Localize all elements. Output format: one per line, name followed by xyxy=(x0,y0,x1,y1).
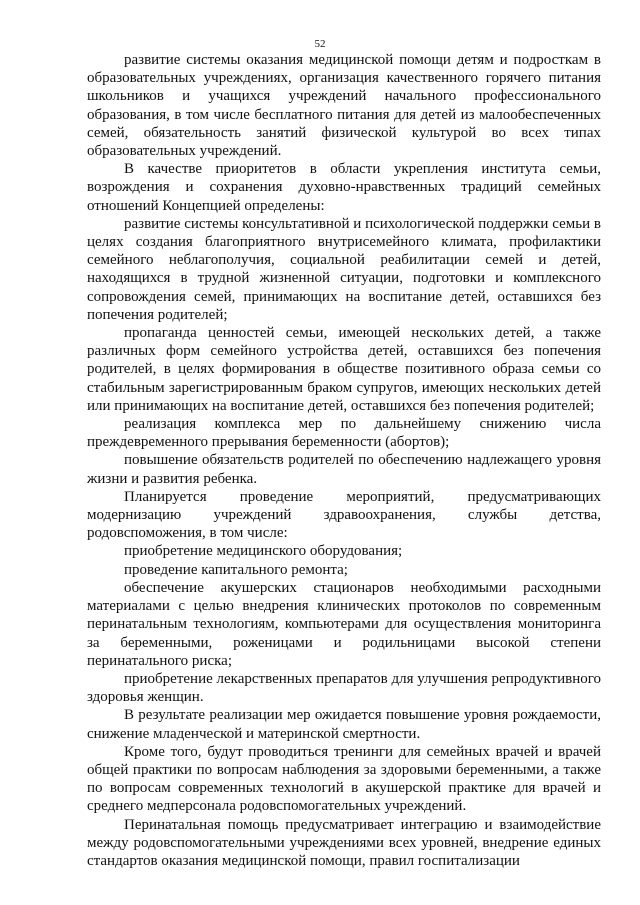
document-body xyxy=(87,51,601,870)
paragraph: Кроме того, будут проводиться тренинги для семейных врачей и врачей общей практики по вопросам наблюдения за здоровыми беременными, а также по вопросам современных технологий в акушерской практике для врачей и среднего медперсонала родовспомогательных учреждений. xyxy=(87,743,601,815)
paragraph: приобретение лекарственных препаратов для улучшения репродуктивного здоровья женщин. xyxy=(87,670,601,706)
paragraph: развитие системы оказания медицинской помощи детям и подросткам в образовательных учреждениях, организация качественного горячего питания школьников и учащихся учреждений начального профессионального образования, в том числе бесплатного питания для детей из малообеспеченных семей, обязательность занятий физической культурой во всех типах образовательных учреждений. xyxy=(87,52,601,160)
paragraph: В качестве приоритетов в области укрепления института семьи, возрождения и сохранения духовно-нравственных традиций семейных отношений Концепцией определены: xyxy=(87,161,601,214)
paragraph: реализация комплекса мер по дальнейшему снижению числа преждевременного прерывания беременности (абортов); xyxy=(87,416,601,451)
paragraph: развитие системы консультативной и психологической поддержки семьи в целях создания благоприятного внутрисемейного климата, профилактики семейного неблагополучия, социальной реабилитации семей и детей, находящихся в трудной жизненной ситуации, подготовки и комплексного сопровождения семей, принимающих на воспитание детей, оставшихся без попечения родителей; xyxy=(87,215,601,323)
paragraph: Планируется проведение мероприятий, предусматривающих модернизацию учреждений здравоохранения, службы детства, родовспоможения, в том числе: xyxy=(87,488,601,542)
page-number: 52 xyxy=(314,38,326,50)
paragraph: повышение обязательств родителей по обеспечению надлежащего уровня жизни и развития ребенка. xyxy=(87,452,601,487)
paragraph: проведение капитального ремонта; xyxy=(124,561,348,578)
paragraph: обеспечение акушерских стационаров необходимыми расходными материалами с целью внедрения клинических протоколов по современным перинатальным технологиям, компьютерами для осуществления мониторинга за беременными, роженицами и родильницами высокой степени перинатального риска; xyxy=(87,579,601,669)
paragraph: пропаганда ценностей семьи, имеющей нескольких детей, а также различных форм семейного устройства детей, оставшихся без попечения родителей, в целях формирования в обществе позитивного образа семьи со стабильным зарегистрированным браком супругов, имеющих нескольких детей или принимающих на воспитание детей, оставшихся без попечения родителей; xyxy=(87,325,601,414)
paragraph: Перинатальная помощь предусматривает интеграцию и взаимодействие между родовспомогательными учреждениями всех уровней, внедрение единых стандартов оказания медицинской помощи, правил госпитализации xyxy=(87,816,601,869)
paragraph: приобретение медицинского оборудования; xyxy=(124,543,403,560)
paragraph: В результате реализации мер ожидается повышение уровня рождаемости, снижение младенческой и материнской смертности. xyxy=(87,707,601,742)
